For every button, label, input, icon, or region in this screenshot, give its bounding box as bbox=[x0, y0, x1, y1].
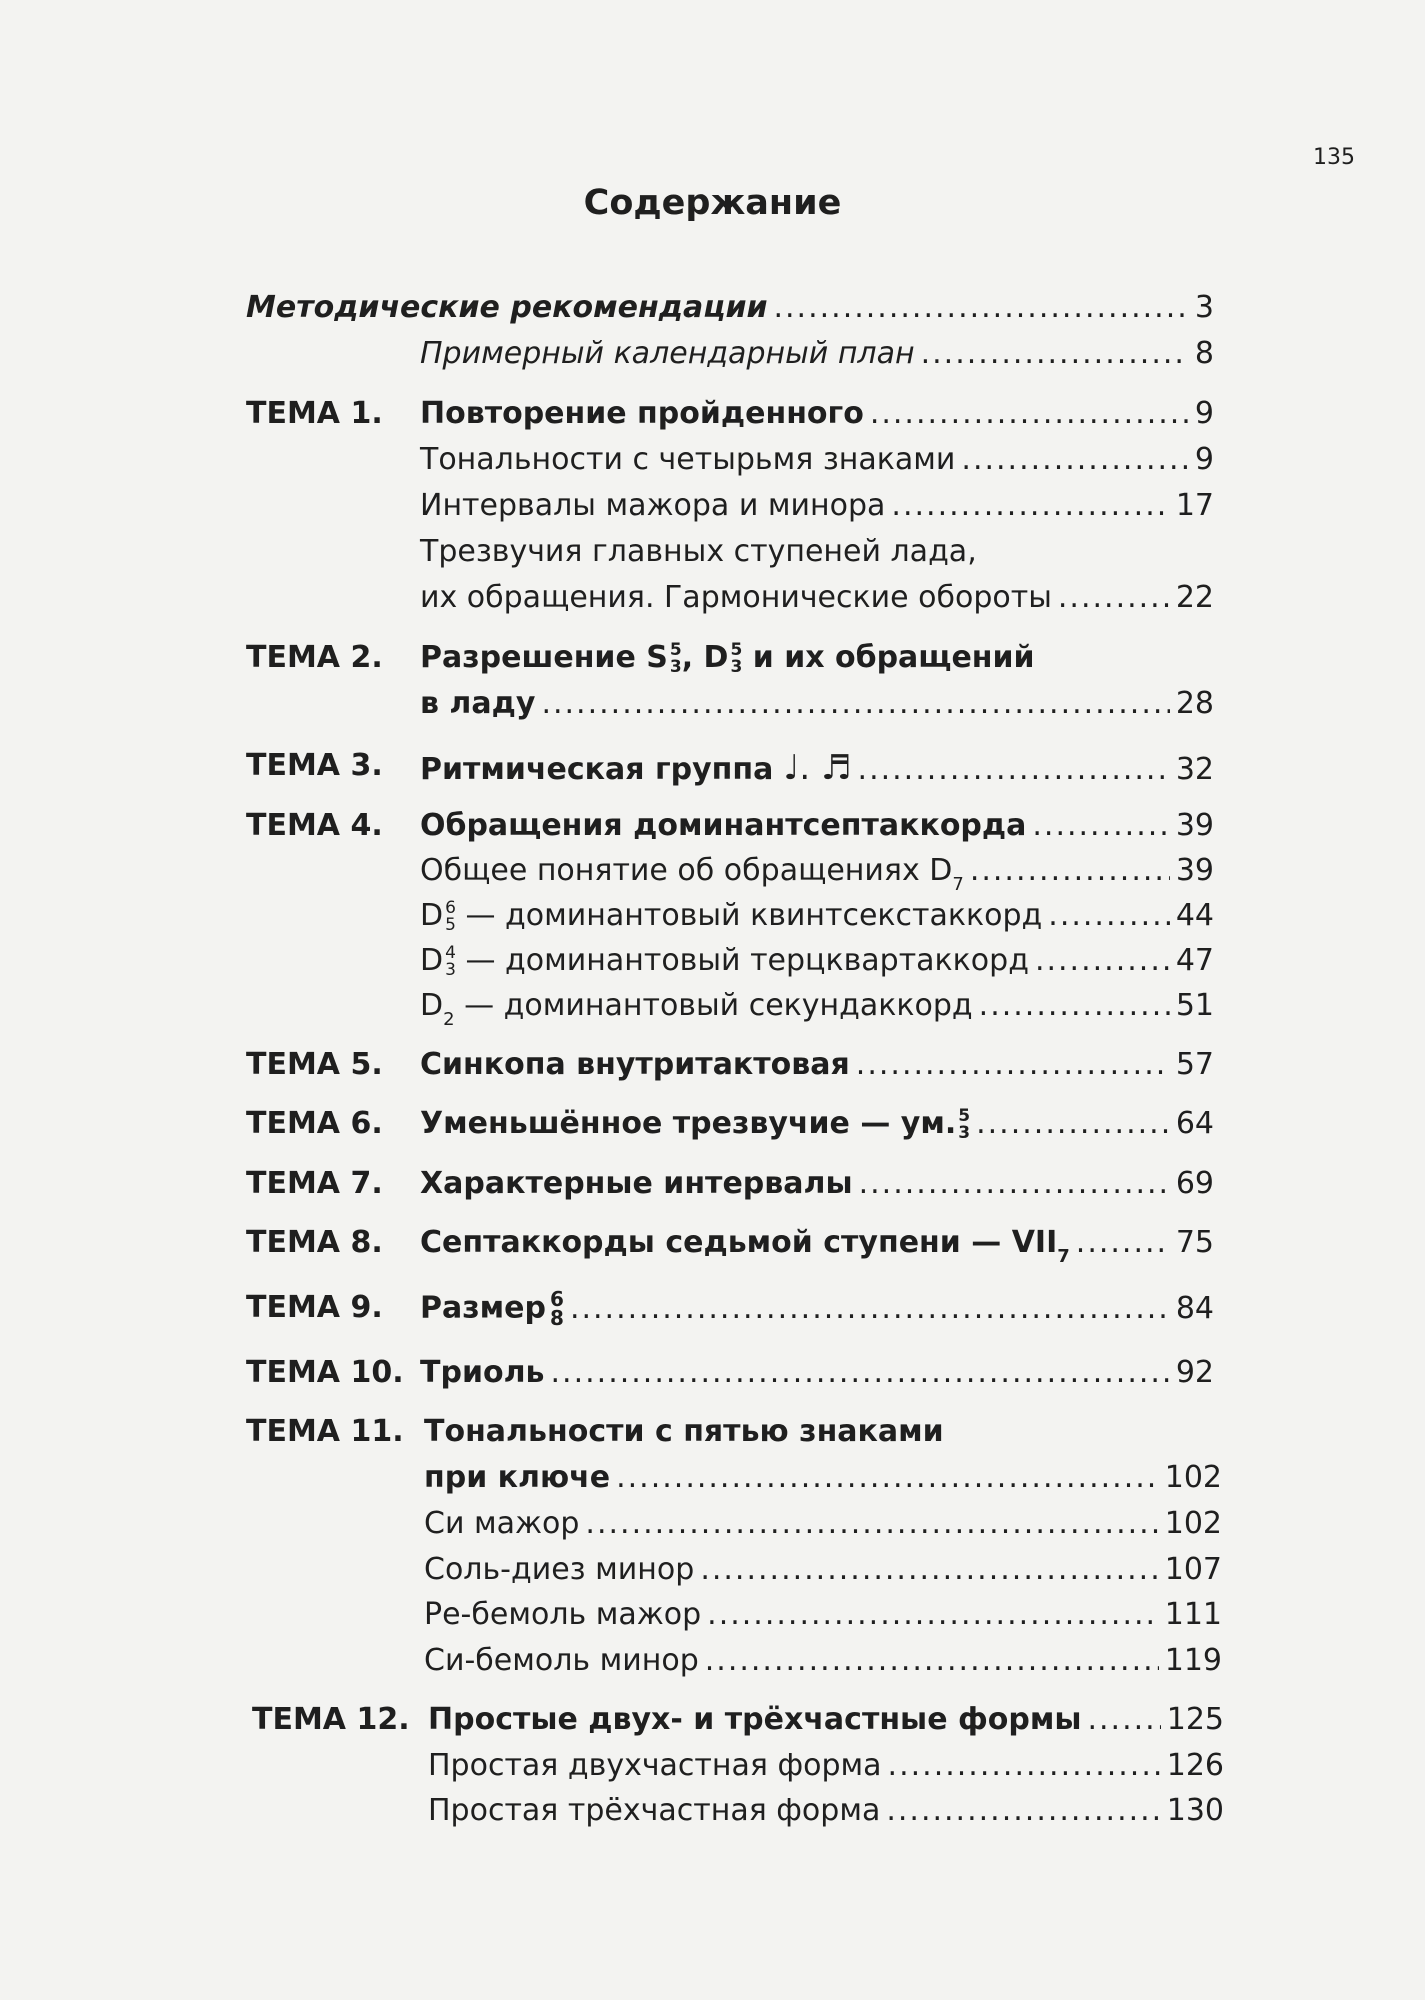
entry-page: 111 bbox=[1164, 1597, 1222, 1632]
entry-title: Обращения доминантсептаккорда bbox=[420, 808, 1027, 843]
leader-dots bbox=[961, 442, 1189, 477]
text-part: Размер bbox=[420, 1290, 547, 1326]
entry-title: Простые двух- и трёхчастные формы bbox=[428, 1702, 1082, 1737]
entry-title: Синкопа внутритактовая bbox=[420, 1047, 850, 1082]
entry-title bbox=[420, 853, 964, 895]
text-part: Уменьшённое трезвучие — ум. bbox=[420, 1106, 957, 1141]
entry-page: 44 bbox=[1175, 898, 1214, 933]
leader-dots bbox=[886, 1793, 1160, 1828]
theme-label: ТЕМА 5. bbox=[246, 1047, 383, 1082]
chord-sub: 3 bbox=[445, 959, 456, 980]
theme-label: ТЕМА 3. bbox=[246, 748, 383, 783]
toc-entry bbox=[0, 534, 1425, 578]
theme-label: ТЕМА 6. bbox=[246, 1106, 383, 1141]
chord-sub: 3 bbox=[669, 656, 682, 677]
toc-entry bbox=[0, 1106, 1425, 1150]
theme-label: ТЕМА 10. bbox=[246, 1355, 404, 1390]
leader-dots bbox=[1035, 943, 1170, 978]
entry-page: 57 bbox=[1175, 1047, 1214, 1082]
leader-dots bbox=[891, 488, 1169, 523]
toc-entry bbox=[0, 1414, 1425, 1458]
time-numerator: 6 bbox=[550, 1287, 564, 1311]
leader-dots bbox=[979, 988, 1170, 1023]
toc-entry bbox=[0, 290, 1425, 334]
theme-label: ТЕМА 2. bbox=[246, 640, 383, 675]
toc-entry bbox=[0, 1702, 1425, 1746]
entry-title: Примерный календарный план bbox=[420, 336, 915, 371]
entry-page: 75 bbox=[1175, 1225, 1214, 1260]
text-part: Разрешение S bbox=[420, 640, 668, 675]
toc-entry bbox=[0, 1643, 1425, 1687]
toc-entry-continued bbox=[0, 1460, 1425, 1504]
chord-sub: 5 bbox=[445, 914, 456, 935]
entry-page: 92 bbox=[1175, 1355, 1214, 1390]
leader-dots bbox=[585, 1506, 1158, 1541]
leader-dots bbox=[773, 290, 1188, 325]
entry-title: Характерные интервалы bbox=[420, 1166, 853, 1201]
chord-sup: 5 bbox=[958, 1105, 971, 1126]
entry-title bbox=[420, 1106, 970, 1142]
entry-title: Простая трёхчастная форма bbox=[428, 1793, 881, 1828]
entry-page: 51 bbox=[1175, 988, 1214, 1023]
entry-page: 130 bbox=[1166, 1793, 1224, 1828]
toc-entry bbox=[0, 808, 1425, 852]
leader-dots bbox=[1048, 898, 1170, 933]
leader-dots bbox=[1032, 808, 1169, 843]
time-denominator: 8 bbox=[550, 1306, 564, 1330]
rhythm-note-icon: ♩. ♬ bbox=[783, 748, 852, 788]
leader-dots bbox=[870, 396, 1189, 431]
toc-entry bbox=[0, 396, 1425, 440]
entry-page: 32 bbox=[1175, 752, 1214, 787]
entry-title-line1: Трезвучия главных ступеней лада, bbox=[420, 534, 977, 569]
chord-sub: 2 bbox=[443, 1009, 455, 1030]
entry-title: Ре-бемоль мажор bbox=[424, 1597, 702, 1632]
leader-dots bbox=[1058, 580, 1170, 615]
toc-entry bbox=[0, 898, 1425, 942]
text-part: и их обращений bbox=[742, 640, 1035, 675]
leader-dots bbox=[707, 1597, 1159, 1632]
entry-page: 28 bbox=[1175, 686, 1214, 721]
toc-entry bbox=[0, 1355, 1425, 1399]
leader-dots bbox=[856, 1047, 1170, 1082]
text-part: — доминантовый терцквартаккорд bbox=[455, 943, 1029, 978]
toc-entry bbox=[0, 853, 1425, 897]
page-title: Содержание bbox=[583, 183, 842, 223]
toc-entry bbox=[0, 1287, 1425, 1334]
toc-entry-continued bbox=[0, 580, 1425, 624]
entry-title: Си мажор bbox=[424, 1506, 580, 1541]
leader-dots bbox=[1076, 1225, 1170, 1260]
toc-entry bbox=[0, 1793, 1425, 1837]
toc-entry bbox=[0, 988, 1425, 1032]
entry-page: 102 bbox=[1164, 1460, 1222, 1495]
leader-dots bbox=[858, 752, 1170, 787]
theme-label: ТЕМА 1. bbox=[246, 396, 383, 431]
entry-title: Тональности с четырьмя знаками bbox=[420, 442, 956, 477]
text-part: Общее понятие об обращениях D bbox=[420, 853, 953, 888]
chord-letter: D bbox=[420, 988, 444, 1023]
chord-sup: 5 bbox=[669, 639, 682, 660]
entry-title: Соль-диез минор bbox=[424, 1552, 695, 1587]
entry-title: Триоль bbox=[420, 1355, 545, 1390]
entry-page: 125 bbox=[1166, 1702, 1224, 1737]
entry-title: Простая двухчастная форма bbox=[428, 1748, 882, 1783]
leader-dots bbox=[970, 853, 1170, 888]
entry-page: 39 bbox=[1175, 853, 1214, 888]
entry-title bbox=[420, 1225, 1070, 1267]
leader-dots bbox=[616, 1460, 1159, 1495]
chord-letter: D bbox=[420, 898, 444, 933]
entry-title bbox=[420, 988, 973, 1030]
entry-title-line1 bbox=[420, 640, 1035, 676]
leader-dots bbox=[541, 686, 1169, 721]
entry-page: 84 bbox=[1175, 1290, 1214, 1326]
chord-letter: D bbox=[420, 943, 444, 978]
entry-page: 119 bbox=[1164, 1643, 1222, 1678]
chord-sub: 7 bbox=[952, 874, 964, 895]
theme-label: ТЕМА 9. bbox=[246, 1290, 383, 1325]
entry-page: 126 bbox=[1166, 1748, 1224, 1783]
toc-entry bbox=[0, 640, 1425, 684]
toc-entry bbox=[0, 442, 1425, 486]
text-part: — доминантовый квинтсекстаккорд bbox=[455, 898, 1043, 933]
text-part: — доминантовый секундаккорд bbox=[454, 988, 973, 1023]
leader-dots bbox=[551, 1355, 1170, 1390]
toc-entry bbox=[0, 1047, 1425, 1091]
leader-dots bbox=[700, 1552, 1158, 1587]
entry-title bbox=[420, 943, 1029, 979]
entry-title bbox=[420, 1287, 564, 1330]
entry-page: 69 bbox=[1175, 1166, 1214, 1201]
time-signature bbox=[550, 1287, 564, 1330]
chord-figures bbox=[669, 639, 682, 677]
chord-figures bbox=[958, 1105, 971, 1143]
toc-entry bbox=[0, 943, 1425, 987]
leader-dots bbox=[705, 1643, 1159, 1678]
text-part: , D bbox=[681, 640, 729, 675]
entry-page: 107 bbox=[1164, 1552, 1222, 1587]
entry-page: 39 bbox=[1175, 808, 1214, 843]
entry-title: Интервалы мажора и минора bbox=[420, 488, 886, 523]
entry-title bbox=[420, 748, 852, 788]
toc-entry bbox=[0, 1748, 1425, 1792]
leader-dots bbox=[859, 1166, 1170, 1201]
toc-entry bbox=[0, 488, 1425, 532]
entry-title: Повторение пройденного bbox=[420, 396, 864, 431]
entry-title-line1: Тональности с пятью знаками bbox=[424, 1414, 944, 1449]
leader-dots bbox=[888, 1748, 1161, 1783]
entry-page: 9 bbox=[1194, 396, 1214, 431]
chord-figures bbox=[730, 639, 743, 677]
entry-title bbox=[420, 898, 1042, 934]
text-part: Септаккорды седьмой ступени — VII bbox=[420, 1225, 1058, 1260]
page-number: 135 bbox=[1313, 145, 1355, 170]
toc-entry-continued bbox=[0, 686, 1425, 730]
theme-label: ТЕМА 12. bbox=[252, 1702, 410, 1737]
toc-entry bbox=[0, 1506, 1425, 1550]
entry-page: 9 bbox=[1194, 442, 1214, 477]
chord-sup: 4 bbox=[445, 942, 456, 963]
entry-title: при ключе bbox=[424, 1460, 611, 1495]
entry-title: Си-бемоль минор bbox=[424, 1643, 699, 1678]
entry-title: в ладу bbox=[420, 686, 536, 721]
chord-sup: 5 bbox=[730, 639, 743, 660]
chord-sup: 6 bbox=[445, 897, 456, 918]
chord-figures bbox=[445, 897, 456, 935]
theme-label: ТЕМА 4. bbox=[246, 808, 383, 843]
entry-page: 22 bbox=[1175, 580, 1214, 615]
chord-sub: 3 bbox=[958, 1122, 971, 1143]
chord-sub: 3 bbox=[730, 656, 743, 677]
entry-page: 3 bbox=[1194, 290, 1214, 325]
leader-dots bbox=[921, 336, 1189, 371]
entry-page: 102 bbox=[1164, 1506, 1222, 1541]
chord-figures bbox=[445, 942, 456, 980]
theme-label: ТЕМА 7. bbox=[246, 1166, 383, 1201]
toc-entry bbox=[0, 336, 1425, 380]
toc-entry bbox=[0, 1597, 1425, 1641]
entry-page: 47 bbox=[1175, 943, 1214, 978]
entry-page: 8 bbox=[1194, 336, 1214, 371]
toc-entry bbox=[0, 748, 1425, 792]
text-part: Ритмическая группа bbox=[420, 752, 774, 787]
entry-page: 64 bbox=[1175, 1106, 1214, 1141]
leader-dots bbox=[976, 1106, 1170, 1141]
theme-label: ТЕМА 11. bbox=[246, 1414, 404, 1449]
toc-entry bbox=[0, 1225, 1425, 1269]
entry-page: 17 bbox=[1175, 488, 1214, 523]
entry-title: Методические рекомендации bbox=[246, 290, 768, 325]
entry-title: их обращения. Гармонические обороты bbox=[420, 580, 1052, 615]
toc-entry bbox=[0, 1552, 1425, 1596]
chord-sub: 7 bbox=[1057, 1246, 1070, 1267]
leader-dots bbox=[570, 1291, 1170, 1326]
toc-entry bbox=[0, 1166, 1425, 1210]
theme-label: ТЕМА 8. bbox=[246, 1225, 383, 1260]
leader-dots bbox=[1087, 1702, 1160, 1737]
